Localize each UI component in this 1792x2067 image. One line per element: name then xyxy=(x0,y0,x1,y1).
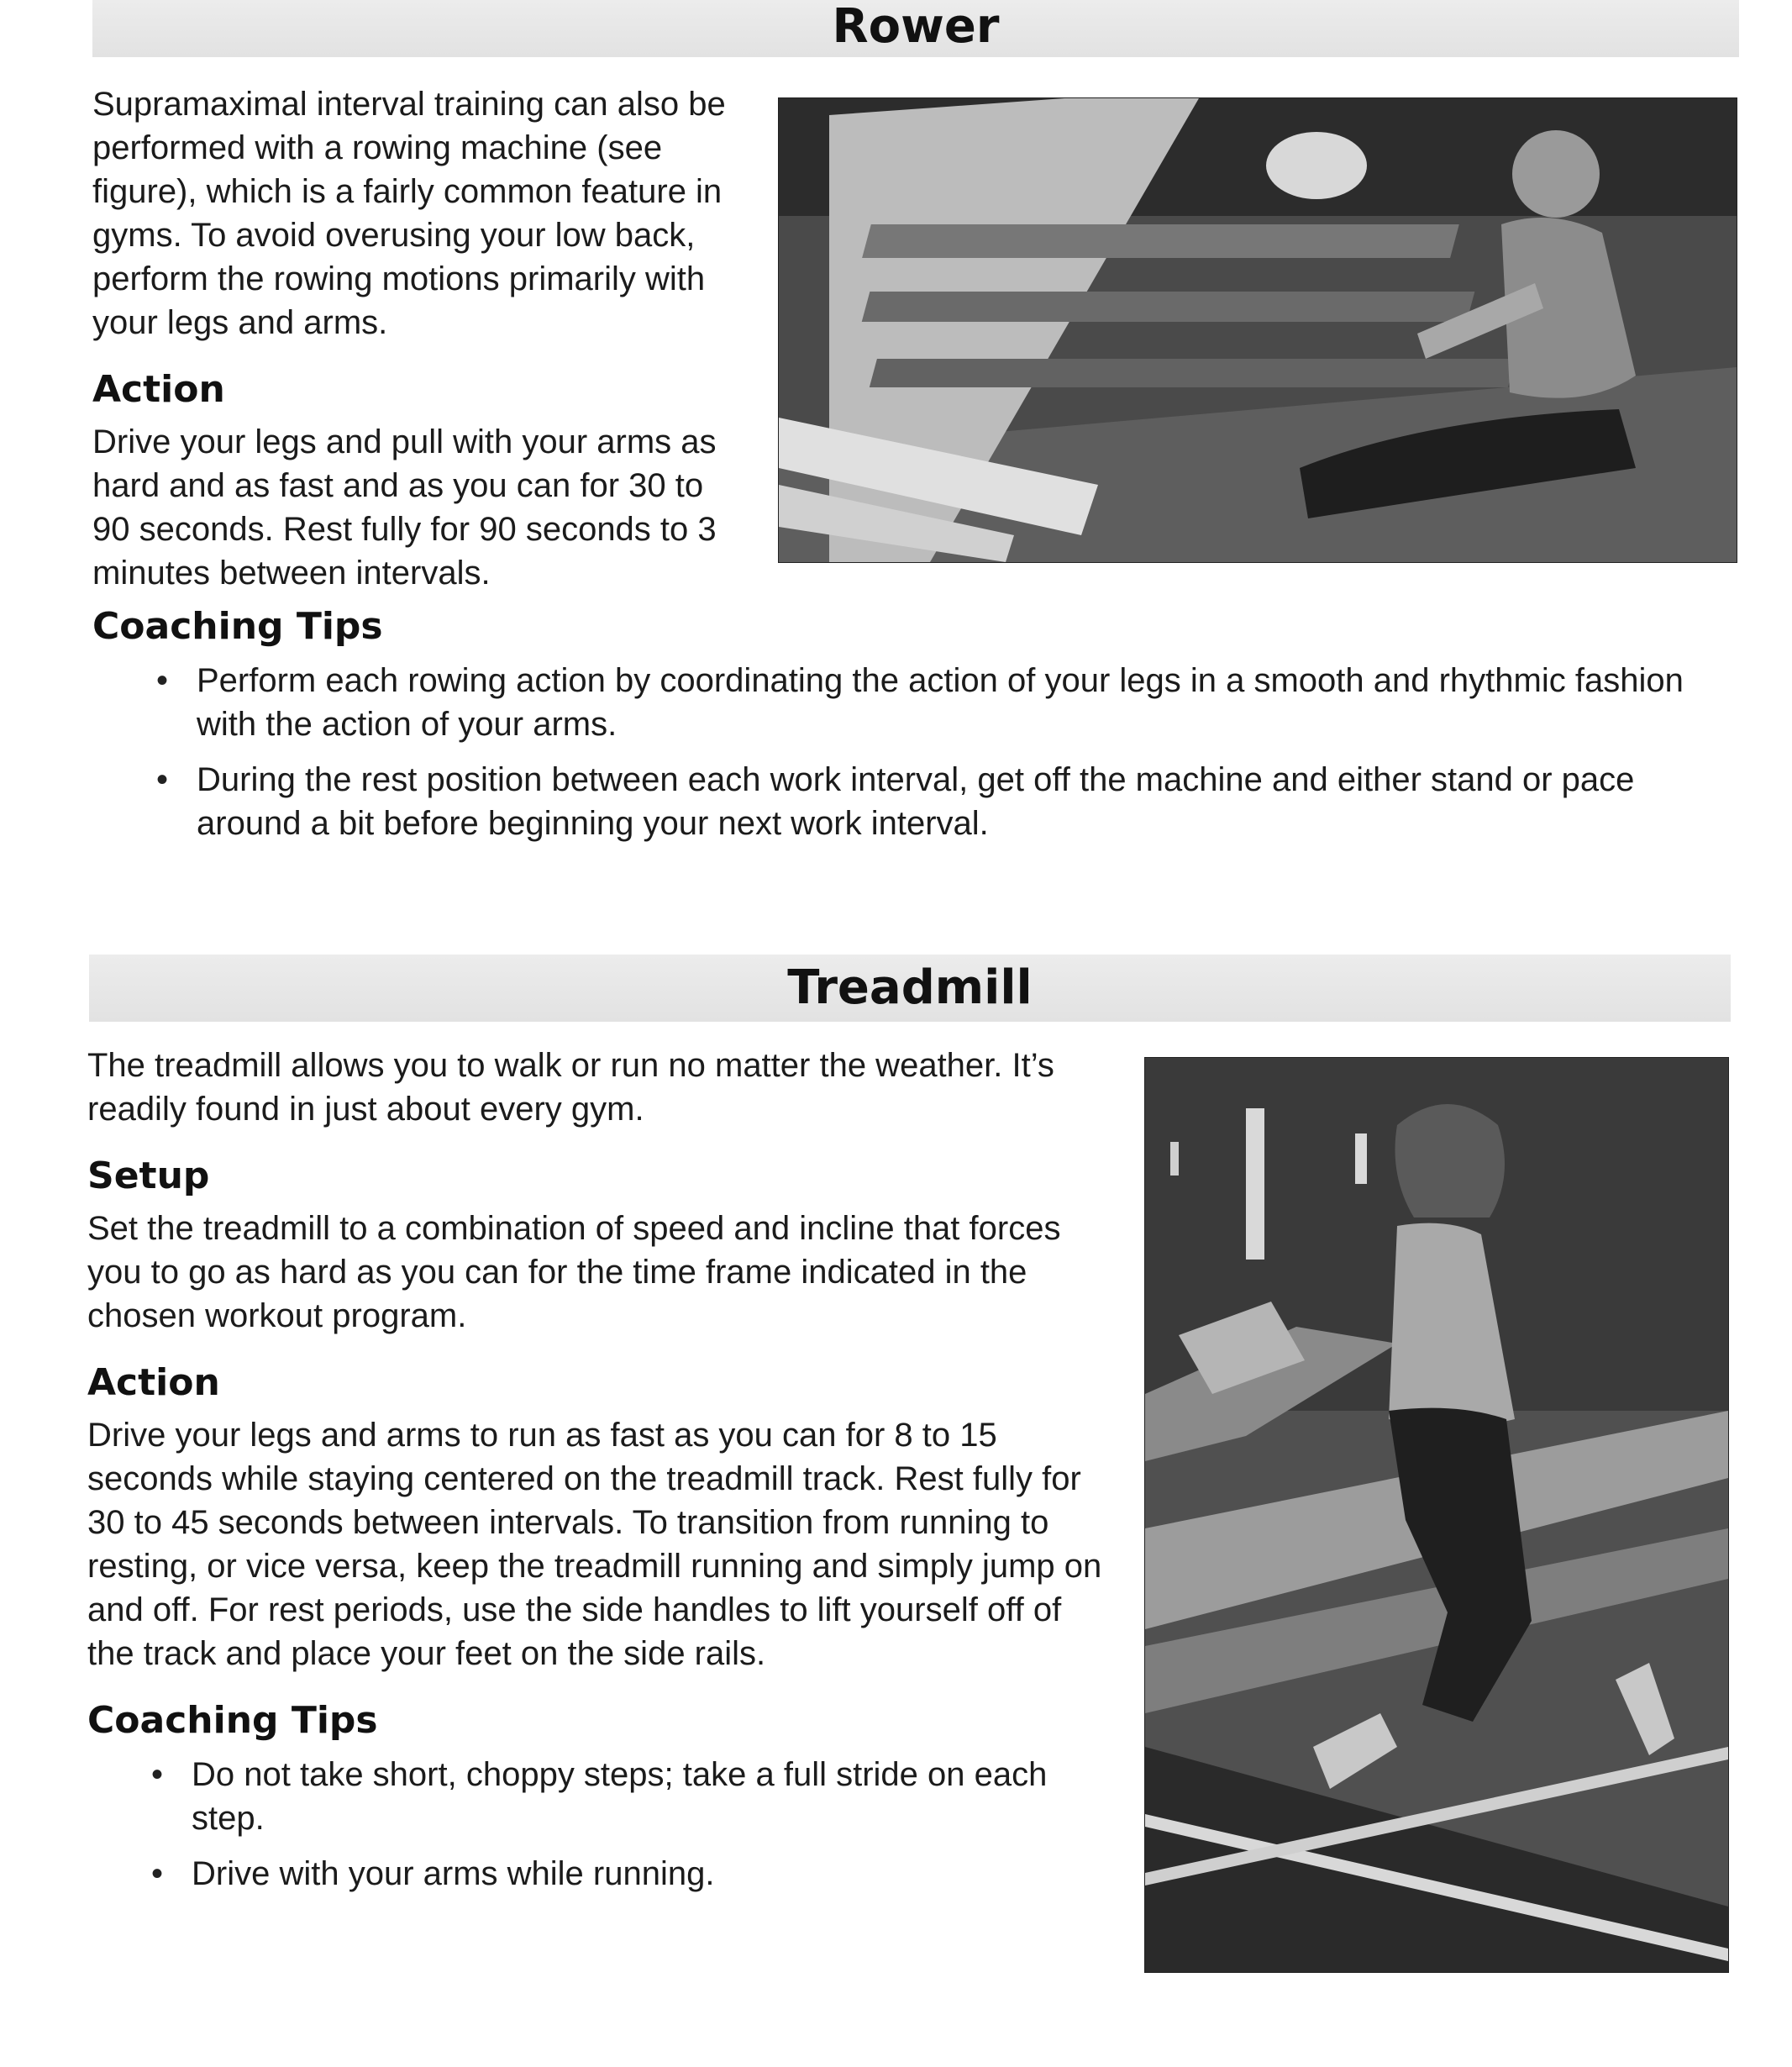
treadmill-title-band xyxy=(89,955,1731,1022)
treadmill-action-heading: Action xyxy=(87,1361,220,1404)
list-item: • Drive with your arms while running. xyxy=(87,1852,1114,1896)
rower-action-text: Drive your legs and pull with your arms as hard and as fast and as you can for 30 to 90 seconds. Rest fully for 90 seconds to 3 minutes between intervals. xyxy=(92,423,717,592)
rower-tips-list xyxy=(92,659,1739,845)
rower-tips-heading: Coaching Tips xyxy=(92,605,383,648)
rower-left-column xyxy=(92,82,748,595)
treadmill-left-column xyxy=(87,1044,1114,1907)
treadmill-title: Treadmill xyxy=(787,960,1033,1015)
list-item: • Do not take short, choppy steps; take a full stride on each step. xyxy=(87,1753,1114,1840)
treadmill-action-text: Drive your legs and arms to run as fast as you can for 8 to 15 seconds while staying centered on the treadmill track. Rest fully for 30 to 45 seconds between intervals. To transition from running to resting, or vice versa, keep the treadmill running and simply jump on and off. For rest periods, use the side handles to lift yourself off of the track and place your feet on the side rails. xyxy=(87,1417,1102,1672)
list-item: • During the rest position between each work interval, get off the machine and either stand or pace around a bit before beginning your next work interval. xyxy=(92,758,1739,845)
rower-title: Rower xyxy=(832,0,1000,54)
treadmill-setup-heading: Setup xyxy=(87,1154,210,1197)
rower-title-band xyxy=(92,0,1739,57)
treadmill-photo xyxy=(1144,1057,1729,1973)
list-item: • Perform each rowing action by coordinating the action of your legs in a smooth and rhythmic fashion with the action of your arms. xyxy=(92,659,1739,746)
treadmill-intro: The treadmill allows you to walk or run no matter the weather. It’s readily found in just about every gym. xyxy=(87,1047,1054,1128)
rower-intro: Supramaximal interval training can also be performed with a rowing machine (see figure), which is a fairly common feature in gyms. To avoid overusing your low back, perform the rowing motions primarily with your legs and arms. xyxy=(92,86,726,341)
treadmill-tips-list xyxy=(87,1753,1114,1896)
rower-photo xyxy=(778,97,1737,563)
treadmill-tips-heading: Coaching Tips xyxy=(87,1699,378,1742)
treadmill-setup-text: Set the treadmill to a combination of speed and incline that forces you to go as hard as you can for the time frame indicated in the chosen workout program. xyxy=(87,1210,1061,1334)
rower-action-heading: Action xyxy=(92,368,225,411)
rower-tips-block xyxy=(92,598,1739,857)
